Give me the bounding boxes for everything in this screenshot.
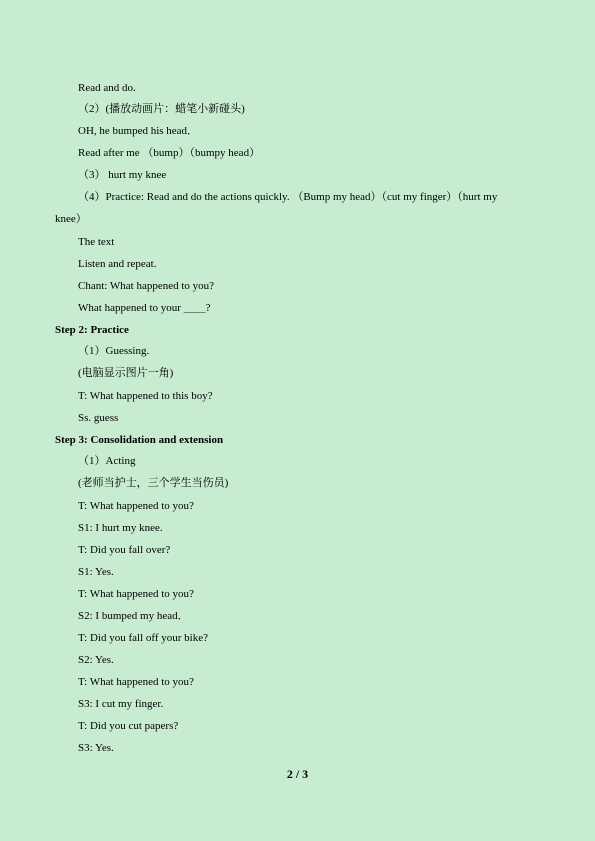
- text-line: （2）(播放动画片：蜡笔小新碰头): [78, 103, 245, 115]
- text-line: （3） hurt my knee: [78, 169, 167, 181]
- page-number: 2 / 3: [286, 767, 309, 781]
- text-line: T: What happened to you?: [78, 676, 194, 688]
- text-line: Listen and repeat.: [78, 258, 157, 270]
- text-line: What happened to your ＿＿?: [78, 302, 211, 314]
- text-line: T: What happened to this boy?: [78, 390, 213, 402]
- text-line: S2: Yes.: [78, 654, 114, 666]
- text-line: S3: Yes.: [78, 742, 114, 754]
- text-line: T: Did you cut papers?: [78, 720, 179, 732]
- text-line: T: What happened to you?: [78, 588, 194, 600]
- text-line: Chant: What happened to you?: [78, 280, 215, 292]
- text-line: Read after me （bump）（bumpy head）: [78, 147, 261, 159]
- text-line: Read and do.: [78, 82, 136, 94]
- text-line: S1: Yes.: [78, 566, 114, 578]
- section-heading: Step 2: Practice: [55, 324, 129, 336]
- text-line: T: What happened to you?: [78, 500, 194, 512]
- text-line: (电脑显示图片一角): [78, 367, 174, 379]
- text-line: S3: I cut my finger.: [78, 698, 164, 710]
- text-line: （1）Guessing.: [78, 345, 150, 357]
- text-line: knee）: [55, 213, 87, 225]
- text-line: T: Did you fall over?: [78, 544, 171, 556]
- text-line: （4）Practice: Read and do the actions quickly. （Bump my head）（cut my finger）（hurt my: [78, 191, 498, 203]
- text-line: (老师当护士，三个学生当伤员): [78, 477, 229, 489]
- text-line: S1: I hurt my knee.: [78, 522, 163, 534]
- text-line: T: Did you fall off your bike?: [78, 632, 208, 644]
- text-line: The text: [78, 236, 115, 248]
- text-line: Ss. guess: [78, 412, 119, 424]
- text-line: OH, he bumped his head．: [78, 125, 199, 137]
- text-line: S2: I bumped my head．: [78, 610, 189, 622]
- text-line: （1）Acting: [78, 455, 136, 467]
- section-heading: Step 3: Consolidation and extension: [55, 434, 224, 446]
